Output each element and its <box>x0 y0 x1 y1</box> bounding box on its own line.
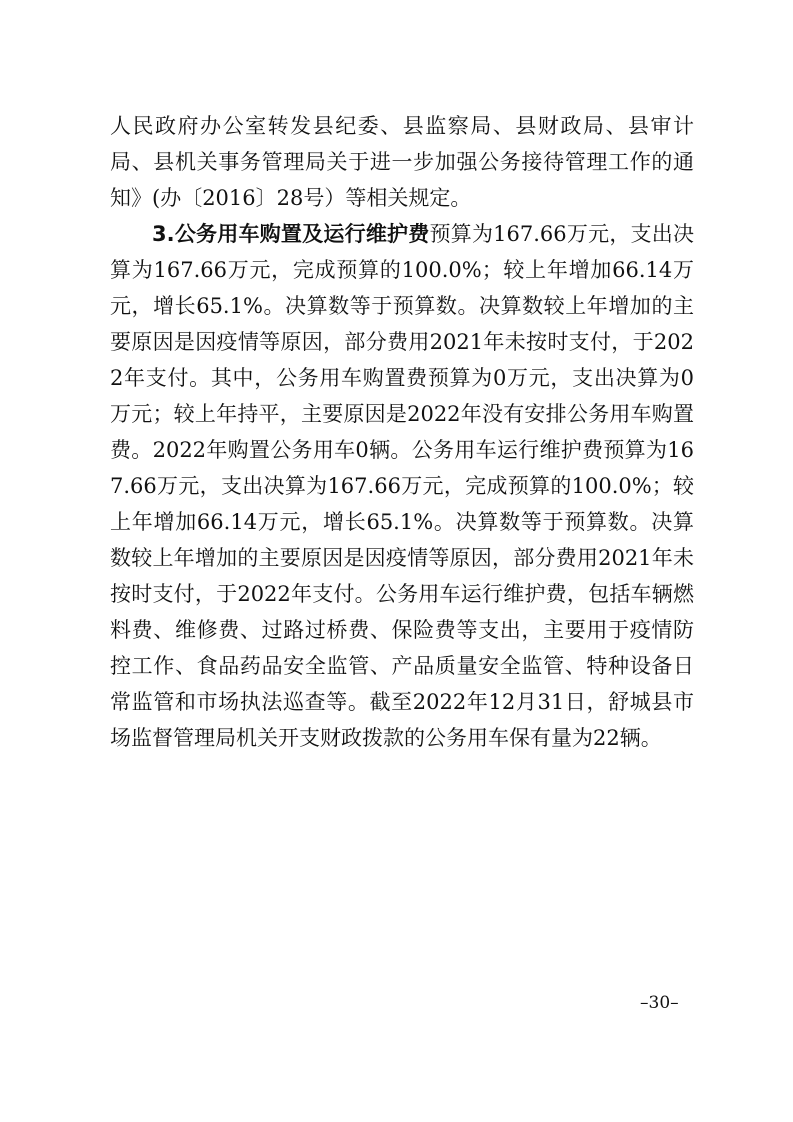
paragraph-text: 预算为167.66万元，支出决算为167.66万元，完成预算的100.0%；较上年增加66.14万元，增长65.1%。决算数等于预算数。决算数较上年增加的主要原因是因疫情等原因，部分费用2021年未按时支付，于2022年支付。其中，公务用车购置费预算为0万元，支出决算为0万元；较上年持平，主要原因是2022年没有安排公务用车购置费。2022年购置公务用车0辆。公务用车运行维护费预算为167.66万元，支出决算为167.66万元，完成预算的100.0%；较上年增加66.14万元，增长65.1%。决算数等于预算数。决算数较上年增加的主要原因是因疫情等原因，部分费用2021年未按时支付，于2022年支付。公务用车运行维护费，包括车辆燃料费、维修费、过路过桥费、保险费等支出，主要用于疫情防控工作、食品药品安全监管、产品质量安全监管、特种设备日常监管和市场执法巡查等。截至2022年12月31日，舒城县市场监督管理局机关开支财政拨款的公务用车保有量为22辆。 <box>110 222 694 750</box>
paragraph-continuation <box>110 108 694 216</box>
paragraph-text: 人民政府办公室转发县纪委、县监察局、县财政局、县审计局、县机关事务管理局关于进一步加强公务接待管理工作的通知》(办〔2016〕28号）等相关规定。 <box>110 114 694 210</box>
page-number: –30– <box>640 993 679 1013</box>
section-heading: 3.公务用车购置及运行维护费 <box>152 222 430 246</box>
paragraph-vehicle-expenses <box>110 216 694 756</box>
document-body <box>110 108 694 756</box>
